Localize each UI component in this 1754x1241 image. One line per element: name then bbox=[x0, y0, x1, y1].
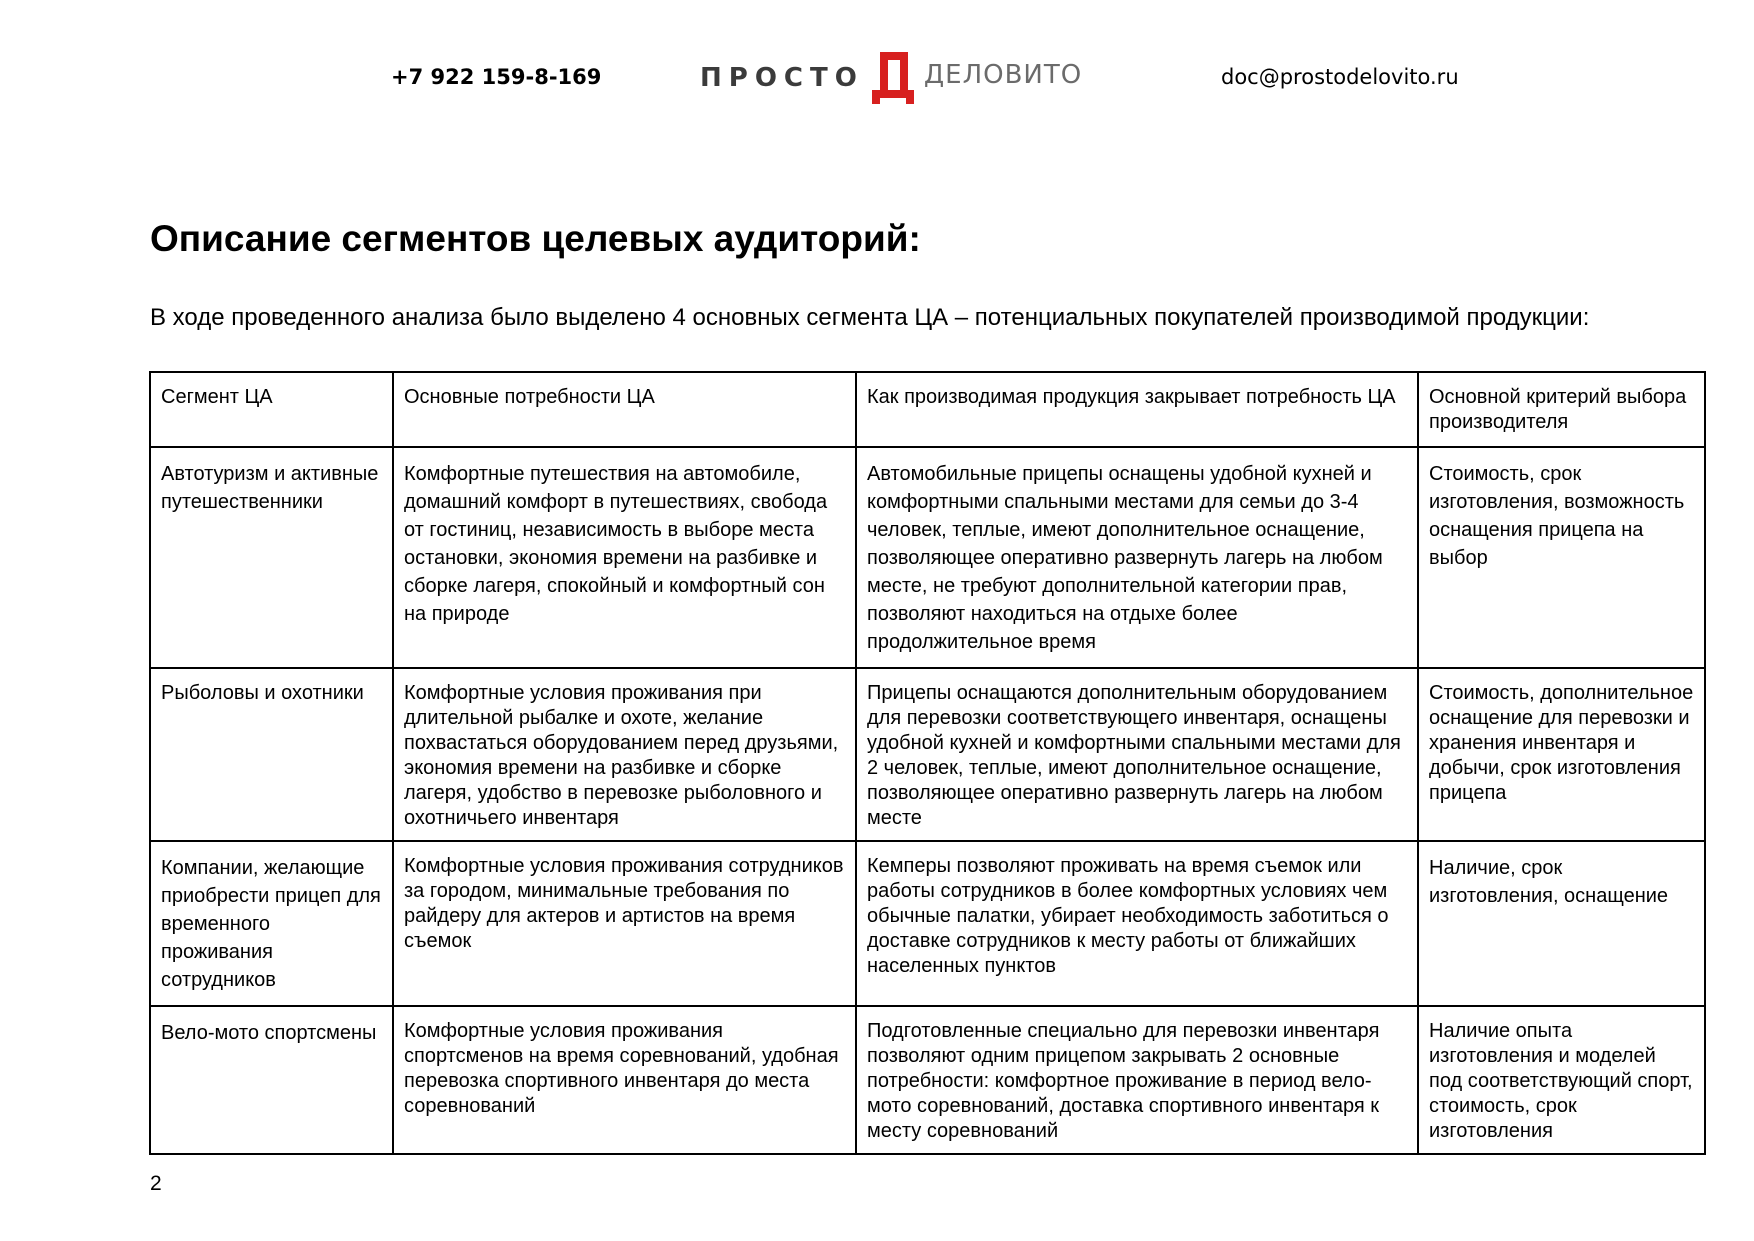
table-row bbox=[150, 447, 1705, 668]
header-cell-segment: Сегмент ЦА bbox=[150, 372, 393, 447]
segments-table bbox=[149, 371, 1706, 1155]
table-cell: Кемперы позволяют проживать на время съемок или работы сотрудников в более комфортных условиях чем обычные палатки, убирает необходимость заботиться о доставке сотрудников к месту работы от ближайших населенных пунктов bbox=[856, 841, 1418, 1006]
table-cell: Компании, желающие приобрести прицеп для временного проживания сотрудников bbox=[150, 841, 393, 1006]
table-header-row bbox=[150, 372, 1705, 447]
table-row bbox=[150, 668, 1705, 841]
table-cell: Подготовленные специально для перевозки инвентаря позволяют одним прицепом закрывать 2 основные потребности: комфортное проживание в период вело-мото соревнований, доставка спортивного инвентаря к месту соревнований bbox=[856, 1006, 1418, 1154]
table-cell: Рыболовы и охотники bbox=[150, 668, 393, 841]
table-row bbox=[150, 841, 1705, 1006]
table-cell: Комфортные условия проживания сотрудников за городом, минимальные требования по райдеру для актеров и артистов на время съемок bbox=[393, 841, 856, 1006]
table-cell: Комфортные путешествия на автомобиле, домашний комфорт в путешествиях, свобода от гостиниц, независимость в выборе места остановки, экономия времени на разбивке и сборке лагеря, спокойный и комфортный сон на природе bbox=[393, 447, 856, 668]
page-number: 2 bbox=[150, 1172, 162, 1195]
table-cell: Комфортные условия проживания при длительной рыбалке и охоте, желание похвастаться оборудованием перед друзьями, экономия времени на разбивке и сборке лагеря, удобство в перевозке рыболовного и охотничьего инвентаря bbox=[393, 668, 856, 841]
table-row bbox=[150, 1006, 1705, 1154]
page-title: Описание сегментов целевых аудиторий: bbox=[150, 218, 921, 259]
company-logo bbox=[700, 50, 1082, 106]
table-cell: Автотуризм и активные путешественники bbox=[150, 447, 393, 668]
logo-mark-icon bbox=[870, 50, 916, 106]
table-cell: Наличие опыта изготовления и моделей под соответствующий спорт, стоимость, срок изготовления bbox=[1418, 1006, 1705, 1154]
header-cell-needs: Основные потребности ЦА bbox=[393, 372, 856, 447]
table-cell: Наличие, срок изготовления, оснащение bbox=[1418, 841, 1705, 1006]
header-email[interactable]: doc@prostodelovito.ru bbox=[1221, 65, 1459, 89]
table-cell: Вело-мото спортсмены bbox=[150, 1006, 393, 1154]
table-cell: Комфортные условия проживания спортсменов на время соревнований, удобная перевозка спортивного инвентаря до места соревнований bbox=[393, 1006, 856, 1154]
table-cell: Автомобильные прицепы оснащены удобной кухней и комфортными спальными местами для семьи до 3-4 человек, теплые, имеют дополнительное оснащение, позволяющее оперативно развернуть лагерь на любом месте, не требуют дополнительной категории прав, позволяют находиться на отдыхе более продолжительное время bbox=[856, 447, 1418, 668]
table-cell: Стоимость, дополнительное оснащение для перевозки и хранения инвентаря и добычи, срок изготовления прицепа bbox=[1418, 668, 1705, 841]
table-cell: Прицепы оснащаются дополнительным оборудованием для перевозки соответствующего инвентаря, оснащены удобной кухней и комфортными спальными местами для 2 человек, теплые, имеют дополнительное оснащение, позволяющее оперативно развернуть лагерь на любом месте bbox=[856, 668, 1418, 841]
logo-word-delovito: ДЕЛОВИТО bbox=[923, 60, 1083, 90]
header-cell-solution: Как производимая продукция закрывает потребность ЦА bbox=[856, 372, 1418, 447]
intro-text: В ходе проведенного анализа было выделено 4 основных сегмента ЦА – потенциальных покупателей производимой продукции: bbox=[150, 304, 1590, 331]
header-cell-criterion: Основной критерий выбора производителя bbox=[1418, 372, 1705, 447]
logo-word-prosto: ПРОСТО bbox=[700, 63, 864, 93]
header-phone: +7 922 159-8-169 bbox=[391, 65, 602, 89]
table-cell: Стоимость, срок изготовления, возможность оснащения прицепа на выбор bbox=[1418, 447, 1705, 668]
